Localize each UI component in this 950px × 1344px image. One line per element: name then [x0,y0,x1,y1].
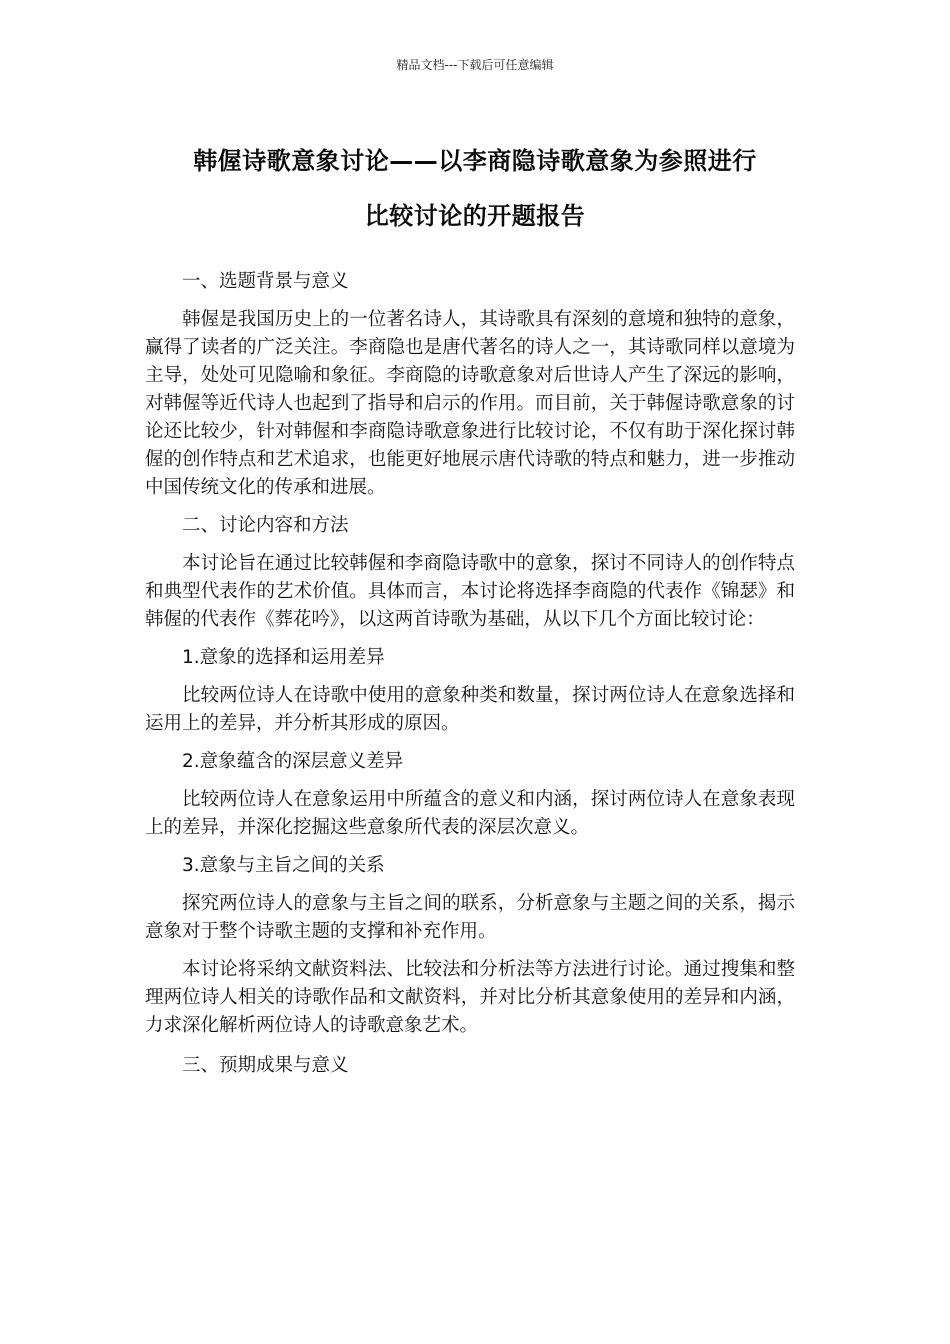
section-heading-expected-results: 三、预期成果与意义 [182,1055,349,1076]
item-heading-2: 2.意象蕴含的深层意义差异 [182,751,404,772]
item-heading-3: 3.意象与主旨之间的关系 [182,855,385,876]
section-heading-background: 一、选题背景与意义 [182,271,349,292]
paragraph-content-intro: 本讨论旨在通过比较韩偓和李商隐诗歌中的意象，探讨不同诗人的创作特点和典型代表作的艺术价值。具体而言，本讨论将选择李商隐的代表作《锦瑟》和韩偓的代表作《葬花吟》，以这两首诗歌为基础，从以下几个方面比较讨论： [145,553,795,630]
paragraph-item-2: 比较两位诗人在意象运用中所蕴含的意义和内涵，探讨两位诗人在意象表现上的差异，并深化挖掘这些意象所代表的深层次意义。 [145,789,795,838]
document-title [140,134,810,244]
paragraph-item-1: 比较两位诗人在诗歌中使用的意象种类和数量，探讨两位诗人在意象选择和运用上的差异，并分析其形成的原因。 [145,685,795,734]
document-body [145,268,795,1080]
title-line-1: 韩偓诗歌意象讨论——以李商隐诗歌意象为参照进行 [193,147,757,175]
paragraph-background: 韩偓是我国历史上的一位著名诗人，其诗歌具有深刻的意境和独特的意象，赢得了读者的广泛关注。李商隐也是唐代著名的诗人之一，其诗歌同样以意境为主导，处处可见隐喻和象征。李商隐的诗歌意象对后世诗人产生了深远的影响，对韩偓等近代诗人也起到了指导和启示的作用。而目前，关于韩偓诗歌意象的讨论还比较少，针对韩偓和李商隐诗歌意象进行比较讨论，不仅有助于深化探讨韩偓的创作特点和艺术追求，也能更好地展示唐代诗歌的特点和魅力，进一步推动中国传统文化的传承和进展。 [145,309,795,498]
header-note: 精品文档---下载后可任意编辑 [396,58,554,72]
paragraph-method: 本讨论将采纳文献资料法、比较法和分析法等方法进行讨论。通过搜集和整理两位诗人相关的诗歌作品和文献资料，并对比分析其意象使用的差异和内涵，力求深化解析两位诗人的诗歌意象艺术。 [145,959,795,1036]
paragraph-item-3: 探究两位诗人的意象与主旨之间的联系，分析意象与主题之间的关系，揭示意象对于整个诗歌主题的支撑和补充作用。 [145,893,795,942]
item-heading-1: 1.意象的选择和运用差异 [182,647,385,668]
section-heading-content-method: 二、讨论内容和方法 [182,515,349,536]
title-line-2: 比较讨论的开题报告 [364,202,586,230]
